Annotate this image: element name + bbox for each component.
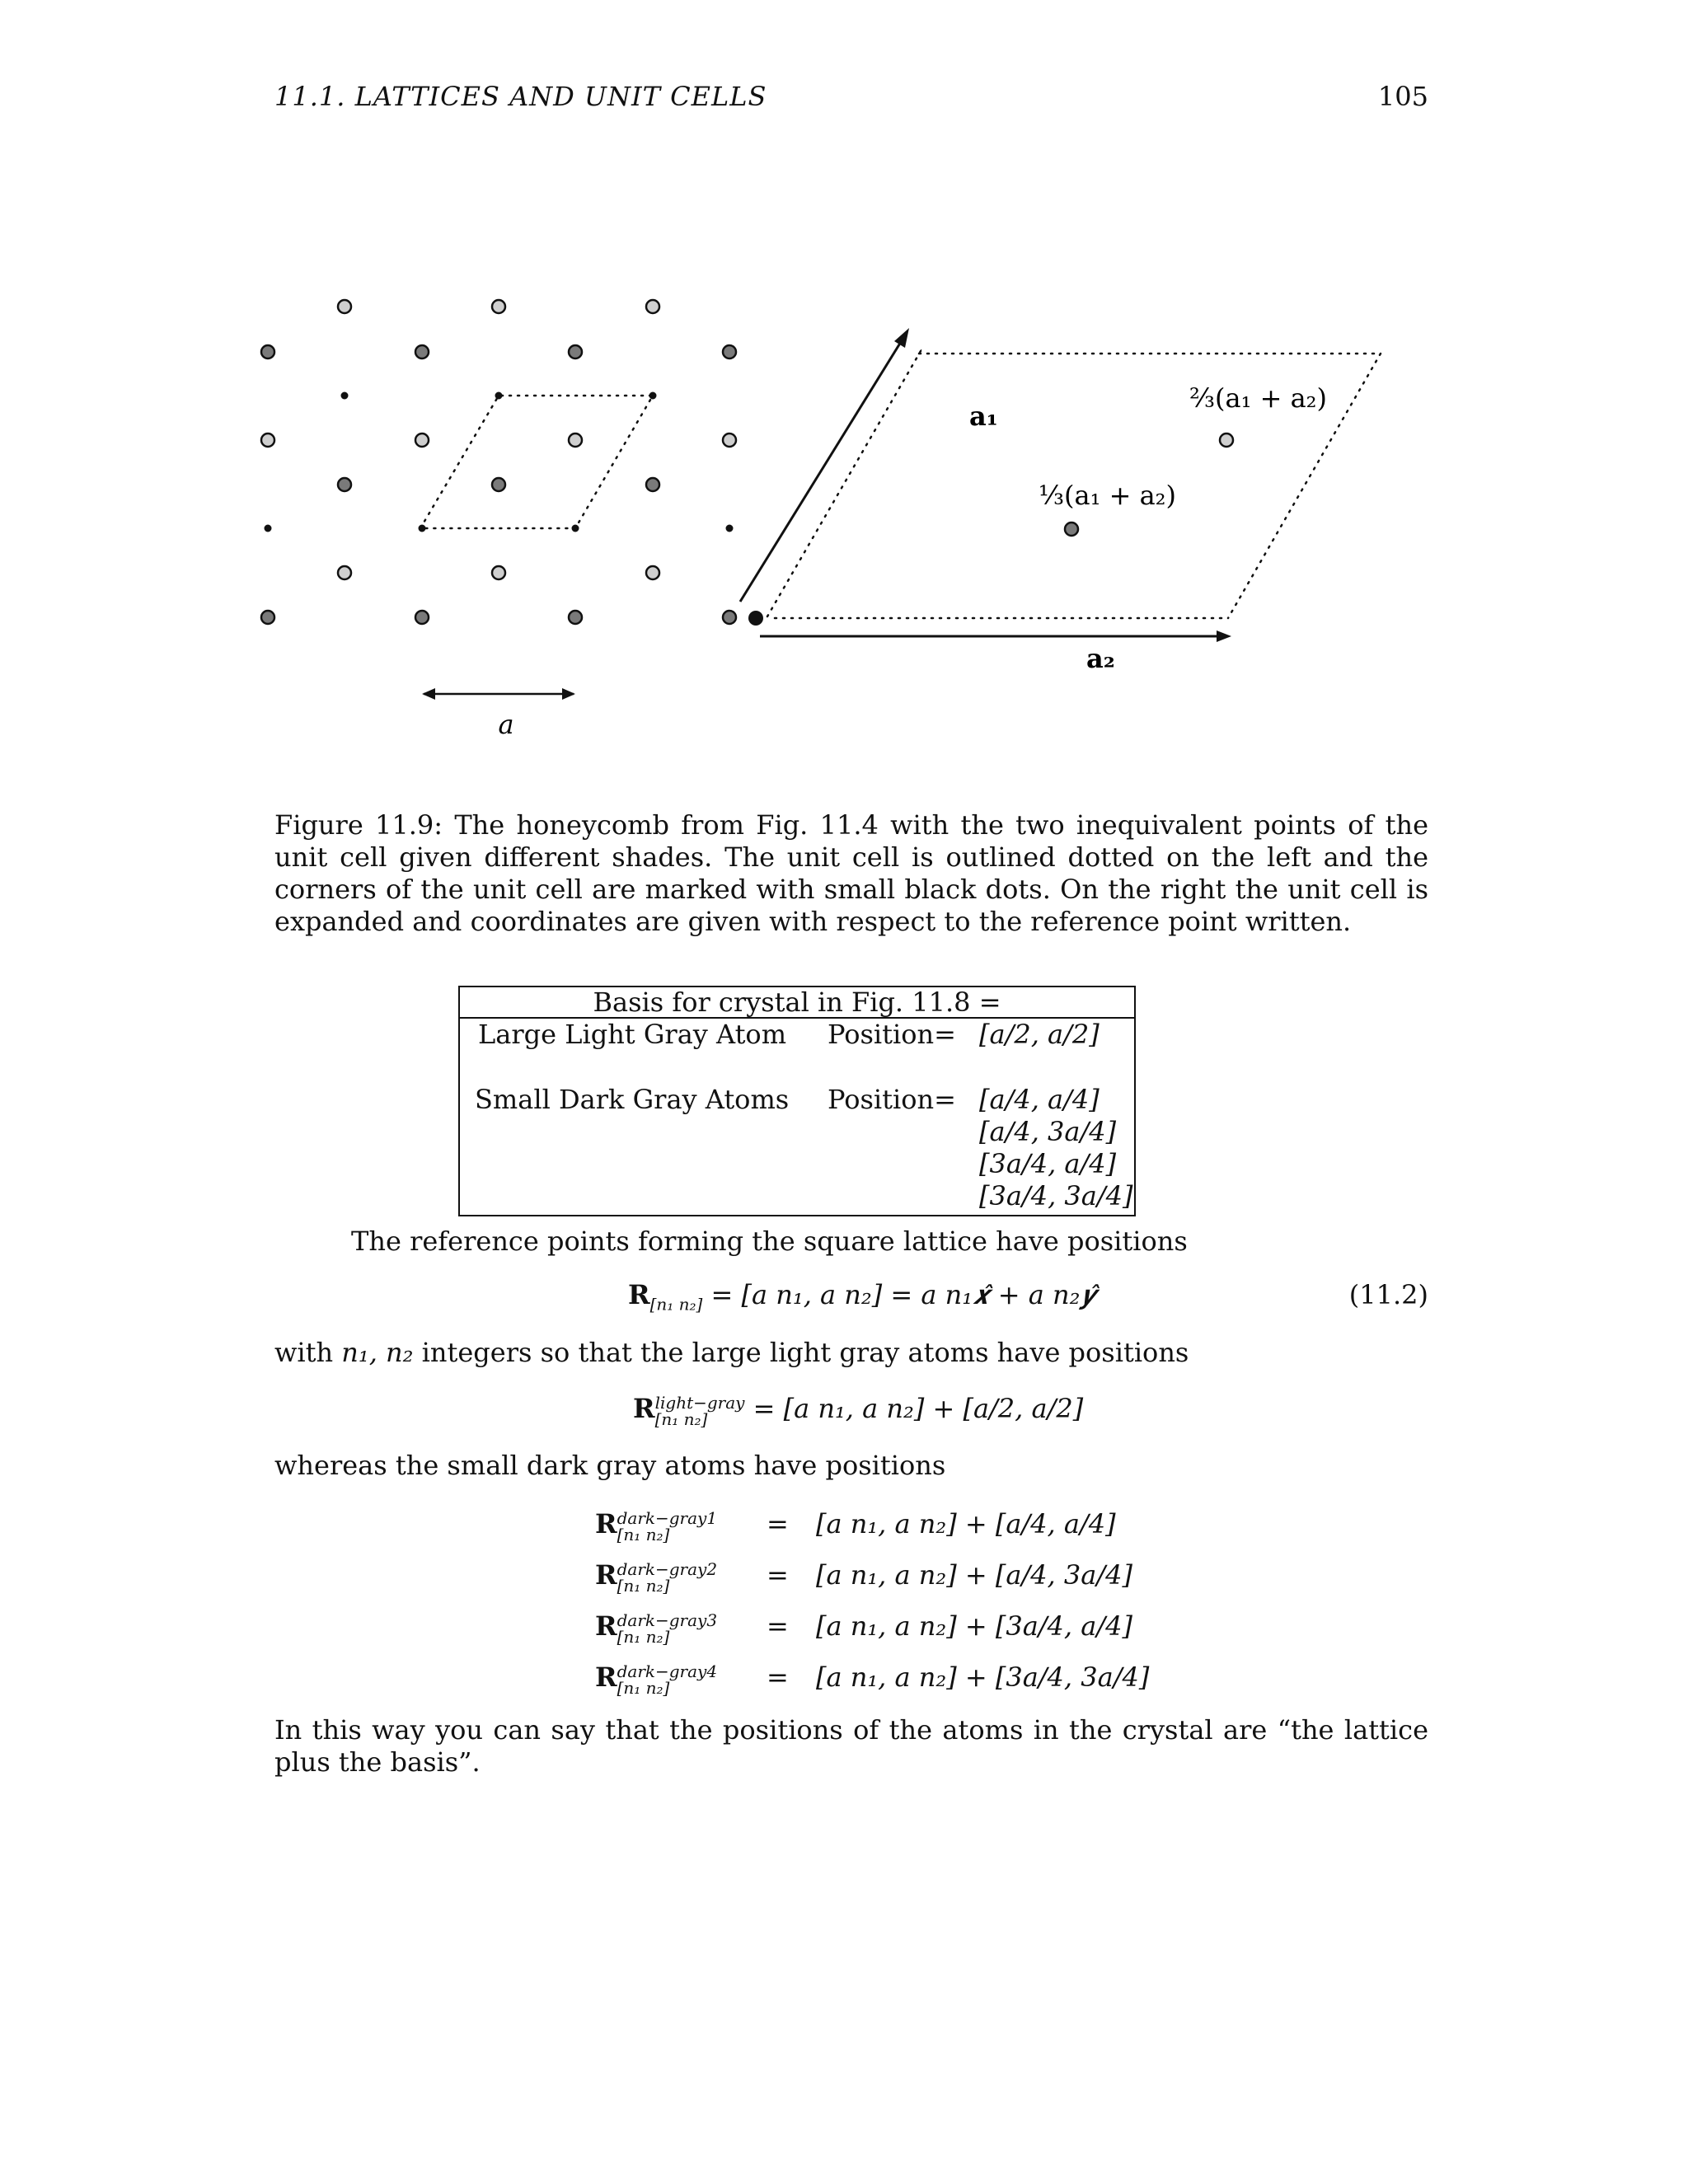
unit-cell-corner-dot (341, 392, 349, 400)
eq-dark-4-sup: dark−gray4 (617, 1661, 718, 1681)
eq-dark-4-supsub (617, 1663, 717, 1696)
eq-dark-4-sub: [n₁ n₂] (617, 1677, 670, 1698)
dark-gray-atom (569, 611, 582, 624)
honeycomb-figure (247, 288, 1434, 766)
equation-number: (11.2) (1348, 1279, 1428, 1310)
basis-table (458, 986, 1136, 1216)
two-thirds-label: ⅔(a₁ + a₂) (1189, 382, 1327, 414)
row1-name: Large Light Gray Atom (478, 1019, 787, 1050)
light-gray-atom (646, 300, 659, 313)
equation-light-gray (633, 1393, 1083, 1427)
eq-dark-1-sup: dark−gray1 (617, 1507, 718, 1528)
dark-gray-atom (723, 611, 736, 624)
a1-arrow-head (894, 328, 909, 348)
left-lattice-panel (261, 300, 736, 624)
eq-dark-1-equals: = (767, 1508, 789, 1540)
table-header: Basis for crystal in Fig. 11.8 = (460, 987, 1134, 1019)
eq-dark-2-rhs: [a n₁, a n₂] + [a/4, 3a/4] (816, 1559, 1132, 1591)
a2-arrow-head (1217, 630, 1231, 642)
unit-cell-corner-dot (726, 525, 734, 532)
eq-dark-1-supsub (617, 1507, 718, 1544)
light-gray-atom (492, 566, 505, 579)
eq-dark-1-rhs: [a n₁, a n₂] + [a/4, a/4] (816, 1508, 1116, 1540)
right-unit-cell-panel (247, 288, 1381, 642)
eq-light-sub: [n₁ n₂] (654, 1408, 708, 1429)
light-gray-atom (338, 566, 351, 579)
figure-caption: Figure 11.9: The honeycomb from Fig. 11.4 with the two inequivalent points of the unit cell given different shades. The unit cell is outlined dotted on the left and the corners of the unit cell are marked with small black dots. On the right the unit cell is expanded and coordinates are given with respect to the reference point written. (274, 809, 1428, 937)
eq-dark-2-supsub (617, 1558, 718, 1596)
scale-arrow (422, 688, 575, 700)
one-third-label: ⅓(a₁ + a₂) (1039, 480, 1176, 511)
eq-dark-3-sup: dark−gray3 (617, 1610, 718, 1630)
eq-dark-2-R: R (595, 1559, 617, 1591)
eq-dark-3-supsub (617, 1612, 717, 1645)
dark-gray-atom (415, 611, 429, 624)
eq-light-supsub (655, 1394, 745, 1427)
eq-dark-1-R: R (595, 1508, 617, 1540)
row1-pos-label: Position= (828, 1019, 956, 1050)
eq-dark-1-sub: [n₁ n₂] (617, 1524, 670, 1544)
eq-dark-4-rhs: [a n₁, a n₂] + [3a/4, 3a/4] (816, 1661, 1150, 1693)
dark-gray-atom (261, 611, 274, 624)
two-thirds-atom (1220, 434, 1233, 447)
light-gray-atom (646, 566, 659, 579)
eq-light-rhs: = [a n₁, a n₂] + [a/2, a/2] (753, 1393, 1084, 1424)
row2-pos-3: [3a/4, a/4] (979, 1148, 1117, 1179)
eq-dark-2-equals: = (767, 1559, 789, 1591)
eq-dark-4 (595, 1661, 717, 1696)
eq-R: R (628, 1279, 650, 1310)
dark-gray-atom (338, 478, 351, 491)
p2-vars: n₁, n₂ (341, 1337, 414, 1368)
eq-dark-3 (595, 1610, 717, 1645)
paragraph-lattice-plus-basis: In this way you can say that the positions of the atoms in the crystal are “the lattice plus the basis”. (274, 1714, 1428, 1778)
light-gray-atom (492, 300, 505, 313)
row2-pos-1: [a/4, a/4] (979, 1084, 1100, 1115)
light-gray-atom (723, 434, 736, 447)
light-gray-atom (261, 434, 274, 447)
row1-pos: [a/2, a/2] (979, 1019, 1100, 1050)
row2-pos-label: Position= (828, 1084, 956, 1115)
eq-main-sub: [n₁ n₂] (649, 1294, 703, 1315)
dark-gray-atom (646, 478, 659, 491)
dark-gray-atom (492, 478, 505, 491)
p2-a: with (274, 1337, 342, 1368)
scale-arrow-left-head (422, 688, 435, 700)
dark-gray-atom (415, 345, 429, 359)
unit-cell-dotted-outline (420, 396, 653, 528)
eq-dark-4-equals: = (767, 1661, 789, 1693)
scale-arrow-right-head (562, 688, 575, 700)
eq-dark-2-sup: dark−gray2 (617, 1558, 718, 1579)
cell-left-side (767, 351, 921, 616)
eq-dark-2-sub: [n₁ n₂] (617, 1575, 670, 1596)
paragraph-integers (274, 1337, 1189, 1369)
paragraph-reference-points: The reference points forming the square lattice have positions (351, 1226, 1188, 1257)
unit-cell-corner-dot (265, 525, 272, 532)
eq-dark-3-sub: [n₁ n₂] (617, 1626, 670, 1647)
one-third-atom (1065, 523, 1078, 536)
equation-main (628, 1279, 1096, 1314)
eq-dark-2 (595, 1559, 717, 1594)
p2-b: integers so that the large light gray atoms have positions (413, 1337, 1189, 1368)
eq-dark-4-R: R (595, 1661, 617, 1693)
eq-light-sup: light−gray (654, 1392, 745, 1413)
row2-name: Small Dark Gray Atoms (475, 1084, 790, 1115)
eq-dark-3-R: R (595, 1610, 617, 1642)
eq-dark-1 (595, 1508, 717, 1543)
reference-point (748, 611, 763, 626)
light-gray-atom (338, 300, 351, 313)
paragraph-dark-gray: whereas the small dark gray atoms have positions (274, 1450, 946, 1481)
eq-dark-3-rhs: [a n₁, a n₂] + [3a/4, a/4] (816, 1610, 1132, 1642)
page-number: 105 (1377, 81, 1428, 112)
row2-pos-4: [3a/4, 3a/4] (979, 1180, 1133, 1212)
eq-dark-3-equals: = (767, 1610, 789, 1642)
light-gray-atom (569, 434, 582, 447)
dark-gray-atom (261, 345, 274, 359)
left-unit-cell-outline (420, 396, 653, 528)
light-gray-atom (415, 434, 429, 447)
dark-gray-atom (723, 345, 736, 359)
scale-label: a (498, 709, 514, 740)
eq-light-R: R (633, 1393, 655, 1424)
dark-gray-atom (569, 345, 582, 359)
a1-label: a₁ (969, 401, 998, 432)
running-title: 11.1. LATTICES AND UNIT CELLS (274, 81, 767, 112)
row2-pos-2: [a/4, 3a/4] (979, 1116, 1117, 1147)
a2-label: a₂ (1086, 643, 1115, 674)
eq-main-rhs: = [a n₁, a n₂] = a n₁𝒙̂ + a n₂𝒚̂ (710, 1279, 1097, 1310)
